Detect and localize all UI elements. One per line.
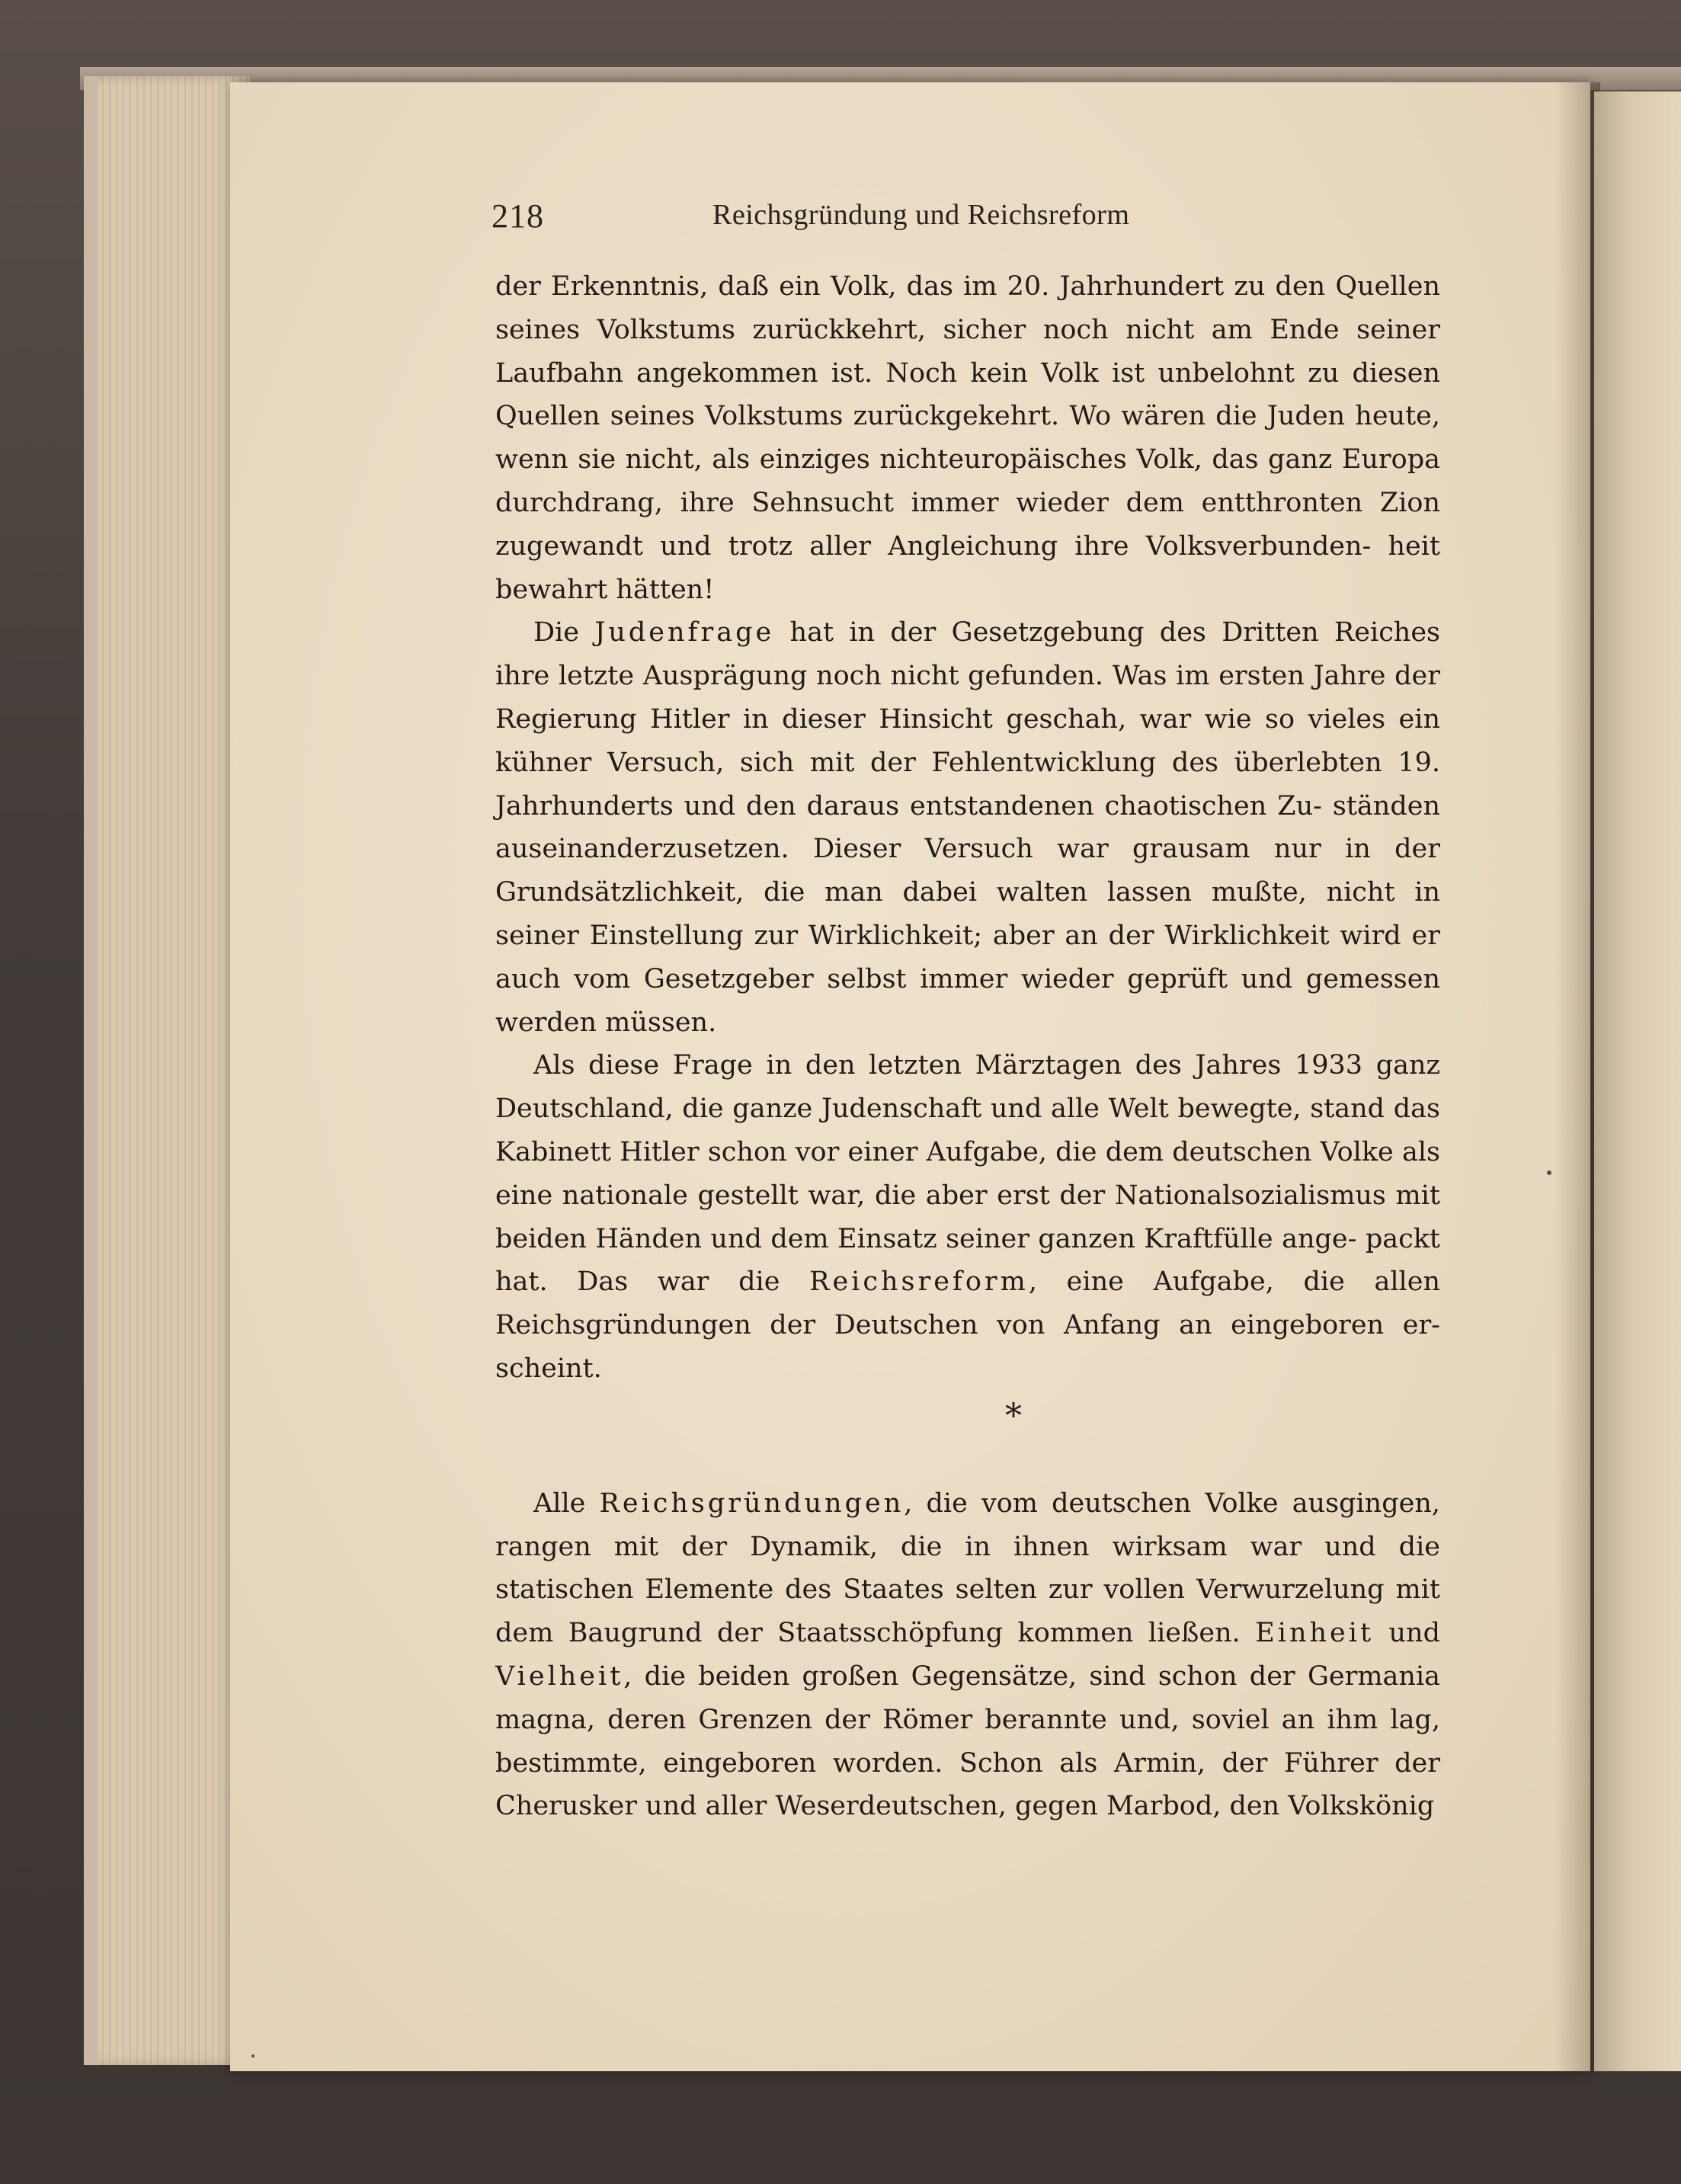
page-number: 218 <box>491 197 544 235</box>
spaced-term-judenfrage: Judenfrage <box>594 617 775 648</box>
paragraph-3-lead: Als diese Frage in den letzten Märztagen des Jahres 1933 ganz Deutschland, die ganze Judenschaft und alle Welt bewegte, stand das Kabinett Hitler schon vor einer Aufgabe, die dem deutschen Volke als eine nationale gestellt war, die aber erst der Nationalsozialismus mit beiden Händen und dem Einsatz seiner ganzen Kraftfülle ange- packt hat. Das war die <box>495 1050 1440 1298</box>
paragraph-4-and: und <box>1374 1618 1440 1649</box>
paragraph-4-mid: , die vom deutschen Volke ausgingen, rangen mit der Dynamik, die in ihnen wirksam war und die statischen Elemente des Staates selten zur vollen Verwurzelung mit dem Baugrund der Staatsschöpfung kommen ließen. <box>495 1487 1440 1649</box>
paragraph-4-rest: , die beiden großen Gegensätze, sind schon der Germania magna, deren Grenzen der Römer berannte und, soviel an ihm lag, bestimmte, eingeboren worden. Schon als Armin, der Führer der Cherusker und aller Weserdeutschen, gegen Marbod, den Volkskönig <box>495 1660 1440 1822</box>
page-stack-edge <box>84 76 250 2065</box>
facing-page-edge <box>1594 91 1681 2071</box>
running-title: Reichsgründung und Reichsreform <box>712 199 1130 231</box>
paragraph-4 <box>495 1482 1440 1828</box>
paragraph-2 <box>495 611 1440 1044</box>
spaced-term-einheit: Einheit <box>1255 1618 1375 1649</box>
paragraph-1 <box>495 265 1440 611</box>
spaced-term-reichsreform: Reichsreform <box>809 1267 1029 1298</box>
paragraph-3-rest: , eine Aufgabe, die allen Reichsgründungen der Deutschen von Anfang an eingeboren er- scheint. <box>495 1267 1440 1384</box>
paper-speck <box>1547 1170 1551 1175</box>
paragraph-2-lead: Die <box>533 617 595 648</box>
spaced-term-reichsgruendungen: Reichsgründungen <box>599 1487 905 1519</box>
paragraph-4-lead: Alle <box>533 1487 600 1519</box>
paragraph-2-rest: hat in der Gesetzgebung des Dritten Reiches ihre letzte Ausprägung noch nicht gefunden. Was im ersten Jahre der Regierung Hitler in dieser Hinsicht geschah, war wie so vieles ein kühner Versuch, sich mit der Fehlentwicklung des überlebten 19. Jahrhunderts und den daraus entstandenen chaotischen Zu- ständen auseinanderzusetzen. Dieser Versuch war grausam nur in der Grundsätzlichkeit, die man dabei walten lassen mußte, nicht in seiner Einstellung zur Wirklichkeit; aber an der Wirklichkeit wird er auch vom Gesetzgeber selbst immer wieder geprüft und gemessen werden müssen. <box>495 617 1441 1038</box>
paragraph-1-text: der Erkenntnis, daß ein Volk, das im 20. Jahrhundert zu den Quellen seines Volkstums zurückkehrt, sicher noch nicht am Ende seiner Laufbahn angekommen ist. Noch kein Volk ist unbelohnt zu diesen Quellen seines Volkstums zurückgekehrt. Wo wären die Juden heute, wenn sie nicht, als einziges nichteuropäisches Volk, das ganz Europa durchdrang, ihre Sehnsucht immer wieder dem entthronten Zion zugewandt und trotz aller Angleichung ihre Volksverbunden- heit bewahrt hätten! <box>495 271 1440 605</box>
spaced-term-vielheit: Vielheit <box>495 1660 624 1692</box>
body-text <box>495 265 1440 1828</box>
running-head <box>491 197 1459 242</box>
paragraph-3 <box>495 1044 1440 1390</box>
section-break-asterisk: * <box>1005 1396 1022 1436</box>
gutter-shadow <box>1555 82 1600 2071</box>
paper-speck <box>251 2054 255 2058</box>
